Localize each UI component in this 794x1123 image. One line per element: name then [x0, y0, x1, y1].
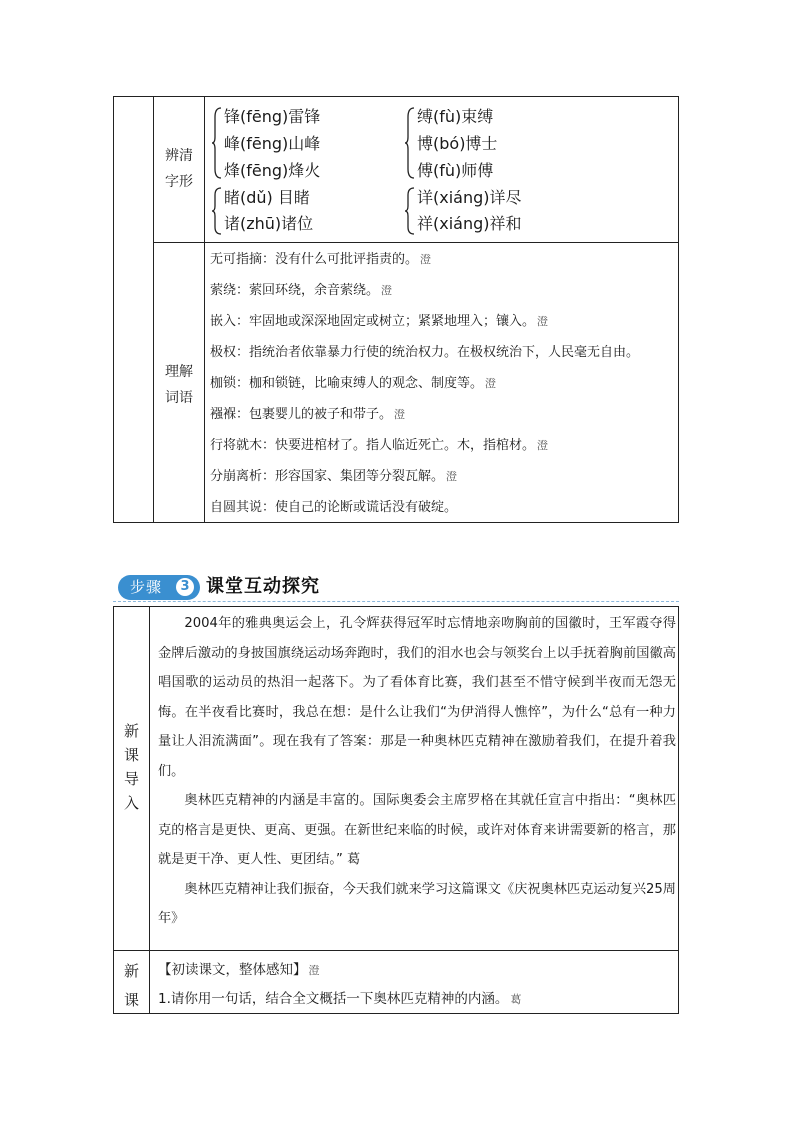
step-title: 课堂互动探究: [206, 576, 320, 597]
intro-paragraph: 奥林匹克精神让我们振奋，今天我们就来学习这篇课文《庆祝奥林匹克运动复兴25周年》: [158, 881, 676, 926]
column-divider: [149, 607, 150, 1013]
intro-paragraph: 2004年的雅典奥运会上，孔令辉获得冠军时忘情地亲吻胸前的国徽时，王军霞夺得金牌后激动的身披国旗绕运动场奔跑时，我们的泪水也会与领奖台上以手抚着胸前国徽高唱国歌的运动员的热泪一起落下。为了看体育比赛，我们甚至不惜守候到半夜而无怨无悔。在半夜看比赛时，我总在想：是什么让我们“为伊消得人憔悴”，为什么“总有一种力量让人泪流满面”。现在我有了答案：那是一种奥林匹克精神在激励着我们，在提升着我们。: [158, 616, 676, 779]
section-label-vocab: 理解 词语: [165, 364, 193, 406]
intro-paragraph: 奥林匹克精神的内涵是丰富的。国际奥委会主席罗格在其就任宣言中指出：“奥林匹克的格言是更快、更高、更强。在新世纪来临的时候，或许对体育来讲需要新的格言，那就是更干净、更人性、更团结。” 葛: [158, 793, 676, 867]
brace-icon: [405, 107, 415, 179]
brace-icon: [405, 187, 415, 235]
vocab-item: 嵌入：牢固地或深深地固定或树立；紧紧地埋入；镶入。 澄: [210, 314, 549, 329]
step-divider: [113, 601, 679, 602]
row-divider: [153, 242, 678, 243]
brace-icon: [212, 187, 222, 235]
section-label-distinguish: 辨清 字形: [165, 148, 193, 190]
vocab-item: 萦绕：萦回环绕，余音萦绕。 澄: [210, 283, 393, 298]
column-divider: [153, 97, 154, 522]
intro-text: [158, 609, 676, 934]
new-heading: 【初读课文，整体感知】 澄: [158, 962, 320, 978]
char-entry: 缚(fù)束缚: [417, 107, 494, 126]
char-entry: 烽(fēng)烽火: [224, 161, 321, 180]
char-entry: 详(xiáng)详尽: [417, 188, 522, 207]
lesson-table: [113, 606, 679, 1014]
char-entry: 睹(dǔ) 目睹: [224, 188, 310, 207]
step-number-icon: 3: [176, 578, 194, 596]
section-label-intro: 新 课 导 入: [123, 722, 139, 812]
char-entry: 峰(fēng)山峰: [224, 134, 321, 153]
step-badge: 步骤 3: [118, 575, 200, 600]
char-entry: 博(bó)博士: [417, 134, 498, 153]
column-divider: [204, 97, 205, 522]
vocab-item: 无可指摘：没有什么可批评指责的。 澄: [210, 252, 432, 267]
question-1: 1.请你用一句话，结合全文概括一下奥林匹克精神的内涵。 葛: [158, 991, 522, 1007]
char-entry: 傅(fù)师傅: [417, 161, 494, 180]
brace-icon: [212, 107, 222, 179]
vocab-item: 襁褓：包裹婴儿的被子和带子。 澄: [210, 407, 406, 422]
section-label-new: 新 课: [123, 962, 139, 1009]
vocab-item: 分崩离析：形容国家、集团等分裂瓦解。 澄: [210, 469, 458, 484]
char-entry: 祥(xiáng)祥和: [417, 214, 522, 233]
glossary-table: [113, 96, 679, 523]
vocab-item: 自圆其说：使自己的论断或谎话没有破绽。: [210, 500, 458, 515]
vocab-item: 极权：指统治者依靠暴力行使的统治权力。在极权统治下，人民毫无自由。: [210, 345, 640, 360]
vocab-item: 枷锁：枷和锁链，比喻束缚人的观念、制度等。 澄: [210, 376, 497, 391]
row-divider: [114, 950, 678, 951]
char-entry: 锋(fēng)雷锋: [224, 107, 321, 126]
vocab-item: 行将就木：快要进棺材了。指人临近死亡。木，指棺材。 澄: [210, 438, 549, 453]
char-entry: 诸(zhū)诸位: [224, 214, 314, 233]
